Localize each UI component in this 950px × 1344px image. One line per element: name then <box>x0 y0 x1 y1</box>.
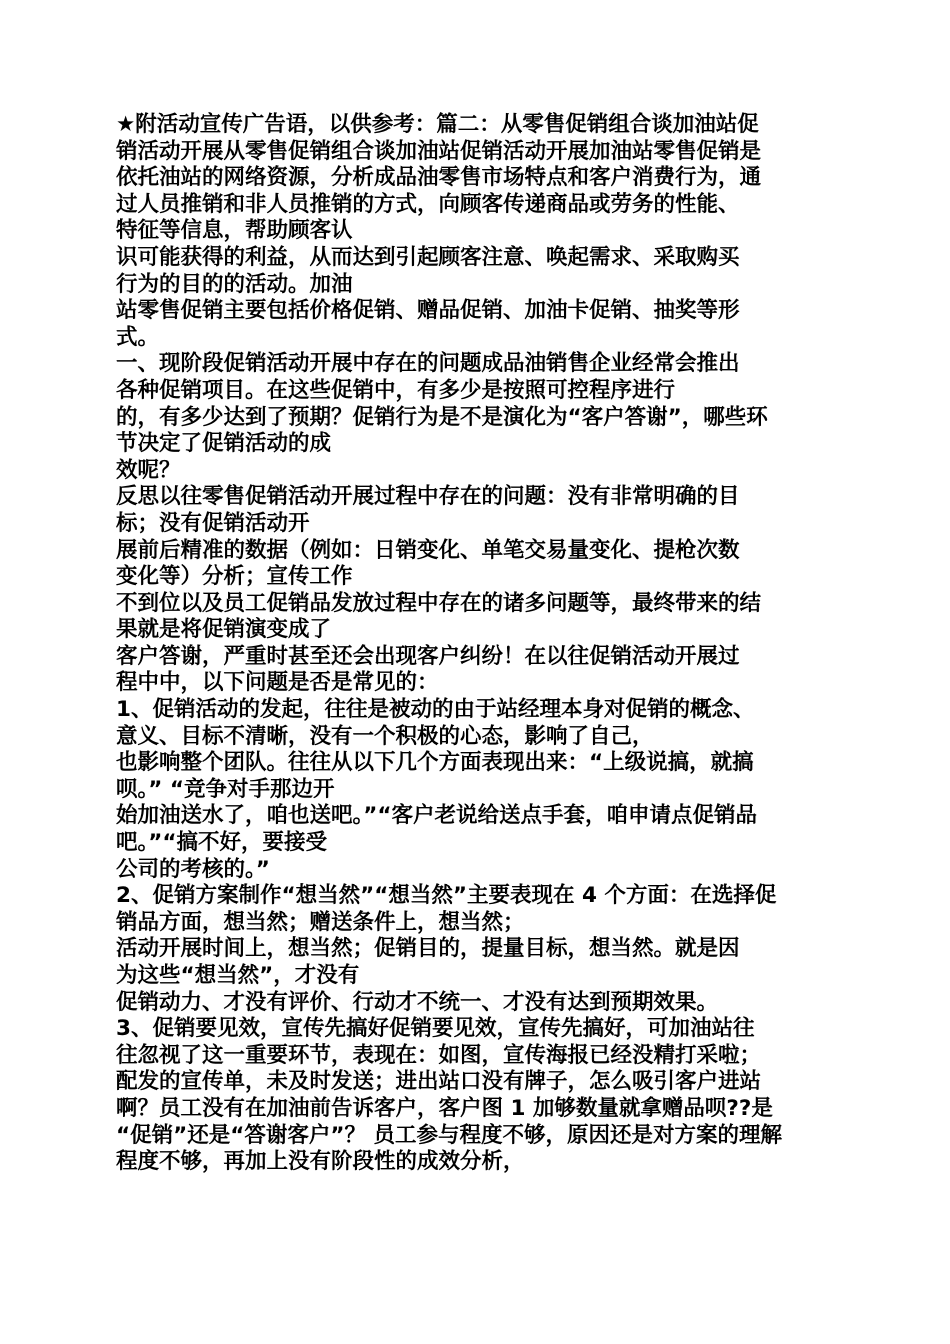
text-line: 配发的宣传单，未及时发送；进出站口没有牌子，怎么吸引客户进站 <box>116 1069 762 1095</box>
text-line: 促销动力、才没有评价、行动才不统一、才没有达到预期效果。 <box>116 989 719 1015</box>
text-line: 过人员推销和非人员推销的方式，向顾客传递商品或劳务的性能、 <box>116 191 740 217</box>
text-line: 式。 <box>116 324 160 350</box>
text-line: 行为的目的的活动。加油 <box>116 271 353 297</box>
text-line: 标；没有促销活动开 <box>116 510 310 536</box>
text-line: 为这些“想当然”，才没有 <box>116 963 360 988</box>
text-line: 特征等信息，帮助顾客认 <box>116 218 353 244</box>
text-line: 吧。”“搞不好，要接受 <box>116 830 328 856</box>
text-line: 效呢？ <box>116 457 181 483</box>
text-line: 的，有多少达到了预期？促销行为是不是演化为“客户答谢”，哪些环 <box>116 404 768 430</box>
text-line: 反思以往零售促销活动开展过程中存在的问题：没有非常明确的目 <box>116 484 740 510</box>
text-line: 3、促销要见效，宣传先搞好促销要见效，宣传先搞好，可加油站往 <box>116 1016 755 1042</box>
text-line: 节决定了促销活动的成 <box>116 431 332 457</box>
text-line: 识可能获得的利益，从而达到引起顾客注意、唤起需求、采取购买 <box>116 244 740 270</box>
text-line: 站零售促销主要包括价格促销、赠品促销、加油卡促销、抽奖等形 <box>116 298 740 324</box>
document-body <box>116 112 840 1176</box>
text-line: ★附活动宣传广告语，以供参考：篇二：从零售促销组合谈加油站促 <box>116 112 759 137</box>
text-line: 呗。” “竞争对手那边开 <box>116 776 335 802</box>
text-line: 变化等）分析；宣传工作 <box>116 564 353 590</box>
text-line: 各种促销项目。在这些促销中，有多少是按照可控程序进行 <box>116 377 676 403</box>
text-line: 程中中，以下问题是否是常见的： <box>116 670 439 696</box>
text-line: 始加油送水了，咱也送吧。”“客户老说给送点手套，咱申请点促销品 <box>116 803 758 829</box>
text-line: 销活动开展从零售促销组合谈加油站促销活动开展加油站零售促销是 <box>116 138 762 164</box>
text-line: 一、现阶段促销活动开展中存在的问题成品油销售企业经常会推出 <box>116 351 740 377</box>
text-line: 往忽视了这一重要环节，表现在：如图，宣传海报已经没精打采啦； <box>116 1042 762 1068</box>
text-line: 公司的考核的。” <box>116 856 270 882</box>
text-line: 2、促销方案制作“想当然”“想当然”主要表现在 4 个方面：在选择促 <box>116 883 777 909</box>
text-line: 展前后精准的数据（例如：日销变化、单笔交易量变化、提枪次数 <box>116 537 740 563</box>
text-line: 1、促销活动的发起，往往是被动的由于站经理本身对促销的概念、 <box>116 697 755 723</box>
text-line: 销品方面，想当然；赠送条件上，想当然； <box>116 909 525 935</box>
text-line: 啊？员工没有在加油前告诉客户，客户图 1 加够数量就拿赠品呗??是 <box>116 1095 773 1121</box>
text-line: 也影响整个团队。往往从以下几个方面表现出来：“上级说搞，就搞 <box>116 750 754 776</box>
text-line: 活动开展时间上，想当然；促销目的，提量目标，想当然。就是因 <box>116 936 740 962</box>
text-line: 意义、目标不清晰，没有一个积极的心态，影响了自己， <box>116 723 654 749</box>
text-line: 不到位以及员工促销品发放过程中存在的诸多问题等，最终带来的结 <box>116 590 762 616</box>
text-line: 依托油站的网络资源，分析成品油零售市场特点和客户消费行为，通 <box>116 165 762 191</box>
text-line: “促销”还是“答谢客户”？ 员工参与程度不够，原因还是对方案的理解 <box>116 1122 783 1148</box>
text-line: 果就是将促销演变成了 <box>116 617 332 643</box>
text-line: 程度不够，再加上没有阶段性的成效分析， <box>116 1149 525 1175</box>
text-line: 客户答谢，严重时甚至还会出现客户纠纷！在以往促销活动开展过 <box>116 643 740 669</box>
